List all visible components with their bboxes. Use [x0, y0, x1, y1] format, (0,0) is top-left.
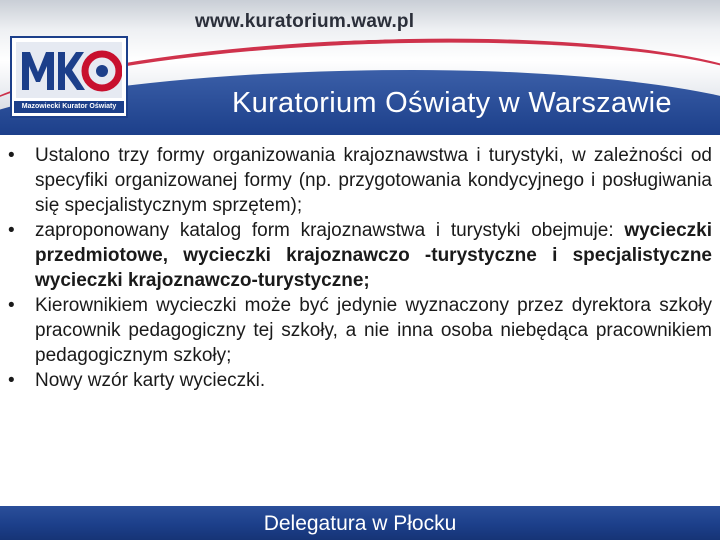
- bullet-icon: •: [8, 370, 15, 391]
- list-item-bold-text: wycieczki przedmiotowe, wycieczki krajoznawczo -turystyczne i specjalistyczne wycieczki krajoznawczo-turystyczne;: [35, 220, 712, 291]
- bullet-icon: •: [8, 220, 15, 241]
- bullet-list: [8, 143, 712, 393]
- bullet-icon: •: [8, 295, 15, 316]
- list-item-text: Kierownikiem wycieczki może być jedynie wyznaczony przez dyrektora szkoły pracownik pedagogiczny tej szkoły, a nie inna osoba niebędąca pracownikiem pedagogicznym szkoły;: [35, 295, 712, 366]
- mko-logo-graphic: [16, 42, 122, 98]
- logo-caption: Mazowiecki Kurator Oświaty: [14, 101, 124, 113]
- list-item: [8, 368, 712, 393]
- slide-content: [8, 143, 712, 393]
- header-title: Kuratorium Oświaty w Warszawie: [232, 87, 672, 119]
- bullet-icon: •: [8, 145, 15, 166]
- footer-label: Delegatura w Płocku: [263, 512, 457, 535]
- list-item-text: Ustalono trzy formy organizowania krajoznawstwa i turystyki, w zależności od specyfiki organizowanej formy (np. przygotowania kondycyjnego i posługiwania się specjalistycznym sprzętem);: [35, 145, 712, 216]
- list-item-text: zaproponowany katalog form krajoznawstwa i turystyki obejmuje:: [35, 220, 625, 241]
- footer-bar: [0, 506, 720, 540]
- mko-logo-mark: [16, 42, 122, 98]
- mko-logo: [10, 36, 128, 118]
- list-item: [8, 293, 712, 368]
- list-item-text: Nowy wzór karty wycieczki.: [35, 370, 266, 391]
- site-url: www.kuratorium.waw.pl: [195, 11, 415, 32]
- list-item: [8, 218, 712, 293]
- list-item: [8, 143, 712, 218]
